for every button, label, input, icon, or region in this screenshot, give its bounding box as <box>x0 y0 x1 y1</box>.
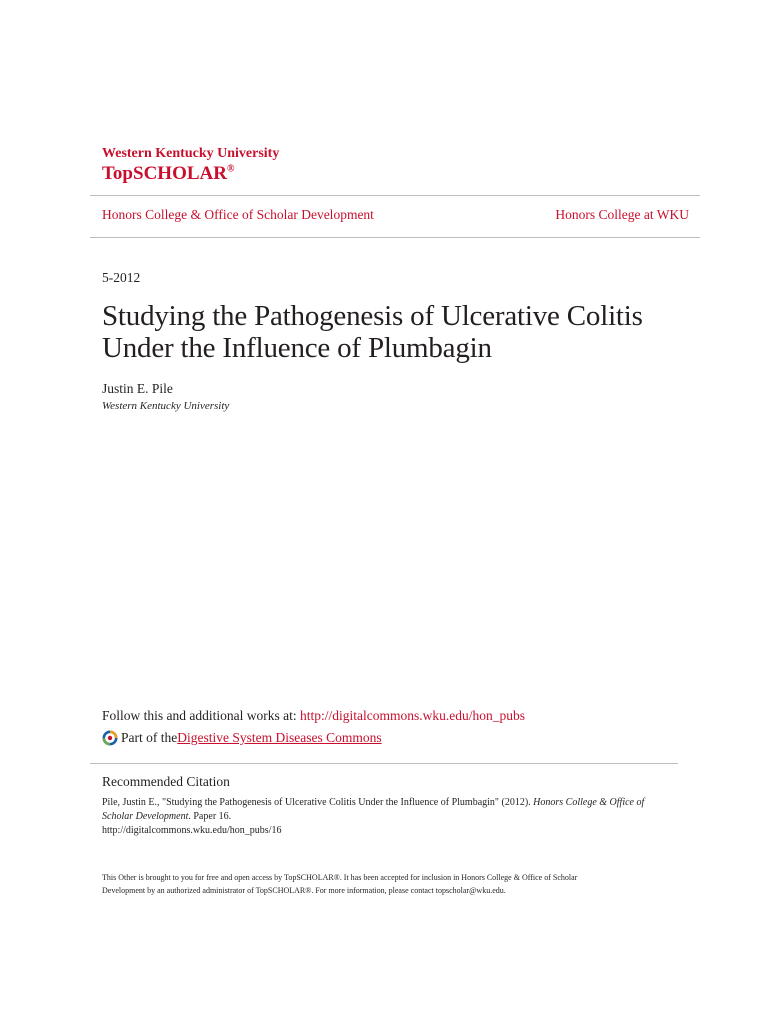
document-title <box>102 300 662 364</box>
bepress-commons-icon <box>102 730 118 746</box>
collection-url-link[interactable]: http://digitalcommons.wku.edu/hon_pubs <box>300 708 525 723</box>
footer-notice <box>102 871 682 897</box>
author-affiliation: Western Kentucky University <box>102 400 230 412</box>
citation-url[interactable]: http://digitalcommons.wku.edu/hon_pubs/16 <box>102 825 282 836</box>
citation-text <box>102 796 682 838</box>
part-of-label: Part of the <box>121 730 178 745</box>
commons-link[interactable]: Digestive System Diseases Commons <box>177 730 382 745</box>
follow-line <box>102 708 525 724</box>
department-link[interactable]: Honors College at WKU <box>555 207 689 222</box>
footer-line-1: This Other is brought to you for free and open access by TopSCHOLAR®. It has been accepted for inclusion in Honors College & Office of Scholar <box>102 873 578 882</box>
title-line-1: Studying the Pathogenesis of Ulcerative Colitis <box>102 300 643 332</box>
citation-series-2: Scholar Development <box>102 811 189 822</box>
author-name: Justin E. Pile <box>102 381 173 396</box>
collection-link[interactable]: Honors College & Office of Scholar Development <box>102 207 374 222</box>
footer-line-2: Development by an authorized administrator of TopSCHOLAR®. For more information, please contact topscholar@wku.edu. <box>102 886 506 895</box>
nav-divider <box>90 237 700 238</box>
citation-paper: . Paper 16. <box>188 811 232 822</box>
title-line-2: Under the Influence of Plumbagin <box>102 332 492 364</box>
part-of-line <box>102 730 382 746</box>
citation-divider <box>90 763 678 764</box>
repository-name[interactable] <box>102 163 234 185</box>
top-divider <box>90 195 700 196</box>
citation-body: Pile, Justin E., "Studying the Pathogenesis of Ulcerative Colitis Under the Influence of Plumbagin" (2012). <box>102 797 534 808</box>
follow-label: Follow this and additional works at: <box>102 708 300 723</box>
citation-heading: Recommended Citation <box>102 774 230 789</box>
citation-series-1: Honors College & Office of <box>533 797 645 808</box>
university-name: Western Kentucky University <box>102 146 280 161</box>
publication-date: 5-2012 <box>102 270 141 285</box>
repository-label: TopSCHOLAR <box>102 163 227 184</box>
registered-mark: ® <box>226 163 235 175</box>
